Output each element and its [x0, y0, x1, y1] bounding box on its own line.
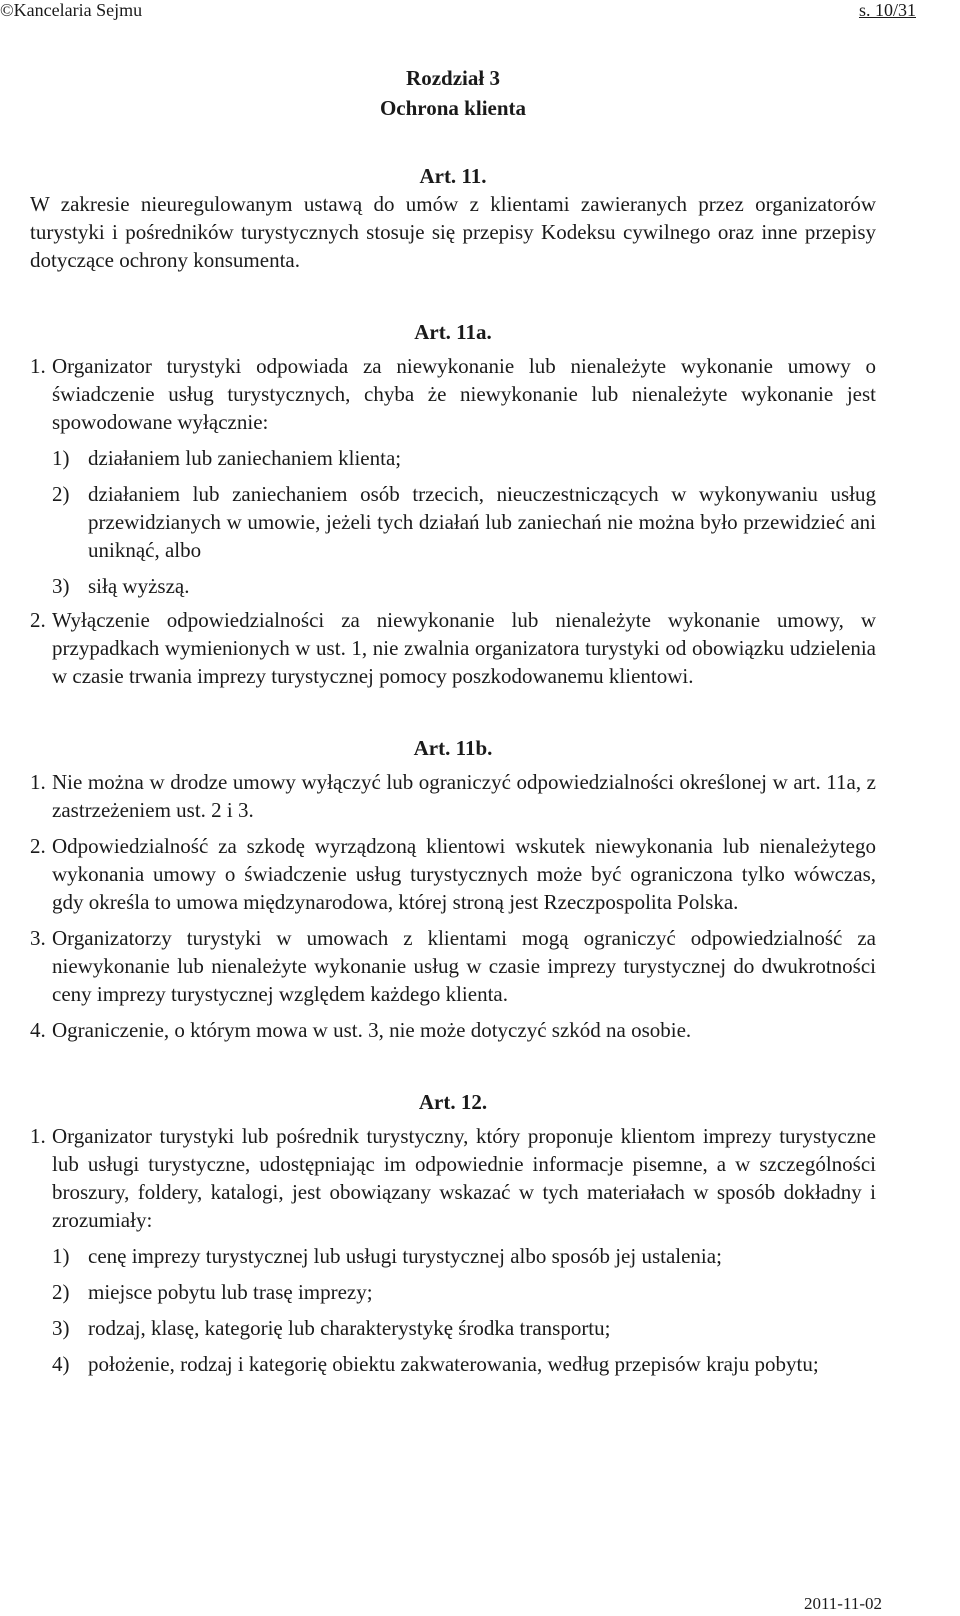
article-11a-heading: Art. 11a.	[414, 320, 492, 344]
article-11b-paragraph-4	[30, 1016, 876, 1044]
paragraph-text: Odpowiedzialność za szkodę wyrządzoną klientowi wskutek niewykonania lub nienależytego wykonania umowy o świadczenie usług turystycznych może być ograniczona tylko wówczas, gdy określa to umowa międzynarodowa, której stroną jest Rzeczpospolita Polska.	[52, 834, 876, 914]
chapter-title: Rozdział 3	[406, 66, 500, 90]
paragraph-number: 2.	[30, 608, 46, 632]
paragraph-number: 1.	[30, 1124, 46, 1148]
point-number: 2)	[52, 482, 70, 506]
article-11b-heading: Art. 11b.	[413, 736, 493, 760]
point-number: 3)	[52, 574, 70, 598]
document-date: 2011-11-02	[803, 1594, 882, 1613]
paragraph-text: Organizator turystyki lub pośrednik turystyczny, który proponuje klientom imprezy turystyczne lub usługi turystyczne, udostępniając im odpowiednie informacje pisemne, a w szczególności broszury, foldery, katalogi, jest obowiązany wskazać w tych materiałach w sposób dokładny i zrozumiały:	[52, 1124, 876, 1232]
point-text: cenę imprezy turystycznej lub usługi turystycznej albo sposób jej ustalenia;	[88, 1244, 722, 1268]
paragraph-number: 2.	[30, 834, 46, 858]
paragraph-number: 1.	[30, 354, 46, 378]
list-item	[52, 1278, 876, 1306]
list-item	[52, 480, 876, 564]
paragraph-number: 3.	[30, 926, 46, 950]
paragraph-number: 1.	[30, 770, 46, 794]
list-item	[52, 1350, 876, 1378]
point-number: 1)	[52, 446, 70, 470]
article-11b-paragraph-3	[30, 924, 876, 1008]
point-number: 4)	[52, 1352, 70, 1376]
chapter-subtitle: Ochrona klienta	[379, 96, 527, 120]
article-11b-paragraph-2	[30, 832, 876, 916]
paragraph-text: Nie można w drodze umowy wyłączyć lub ograniczyć odpowiedzialności określonej w art. 11a, z zastrzeżeniem ust. 2 i 3.	[52, 770, 876, 822]
page-number-link[interactable]: s. 10/31	[858, 0, 916, 20]
list-item	[52, 572, 876, 600]
article-11-text: W zakresie nieuregulowanym ustawą do umów z klientami zawieranych przez organizatorów turystyki i pośredników turystycznych stosuje się przepisy Kodeksu cywilnego oraz inne przepisy dotyczące ochrony konsumenta.	[30, 192, 876, 272]
paragraph-text: Wyłączenie odpowiedzialności za niewykonanie lub nienależyte wykonanie umowy, w przypadkach wymienionych w ust. 1, nie zwalnia organizatora turystyki od obowiązku udzielenia w czasie trwania imprezy turystycznej pomocy poszkodowanemu klientowi.	[52, 608, 876, 688]
point-number: 1)	[52, 1244, 70, 1268]
paragraph-text: Organizatorzy turystyki w umowach z klientami mogą ograniczyć odpowiedzialność za niewykonanie lub nienależyte wykonanie usług w czasie imprezy turystycznej do dwukrotności ceny imprezy turystycznej względem każdego klienta.	[52, 926, 876, 1006]
paragraph-text: Ograniczenie, o którym mowa w ust. 3, nie może dotyczyć szkód na osobie.	[52, 1018, 692, 1042]
article-11b-paragraph-1	[30, 768, 876, 824]
article-11-heading: Art. 11.	[419, 164, 487, 188]
list-item	[52, 1242, 876, 1270]
point-text: siłą wyższą.	[88, 574, 190, 598]
point-text: działaniem lub zaniechaniem klienta;	[88, 446, 402, 470]
paragraph-text: Organizator turystyki odpowiada za niewykonanie lub nienależyte wykonanie umowy o świadczenie usług turystycznych, chyba że niewykonanie lub nienależyte wykonanie jest spowodowane wyłącznie:	[52, 354, 876, 434]
point-text: położenie, rodzaj i kategorię obiektu zakwaterowania, według przepisów kraju pobytu;	[88, 1352, 819, 1376]
point-number: 2)	[52, 1280, 70, 1304]
copyright-header: ©Kancelaria Sejmu	[0, 0, 143, 20]
list-item	[52, 444, 876, 472]
article-11a-paragraph-2	[30, 606, 876, 690]
article-12-heading: Art. 12.	[418, 1090, 488, 1114]
list-item	[52, 1314, 876, 1342]
article-12-paragraph-1	[30, 1122, 876, 1234]
document-body	[30, 64, 876, 1378]
point-text: działaniem lub zaniechaniem osób trzecich, nieuczestniczących w wykonywaniu usług przewidzianych w umowie, jeżeli tych działań lub zaniechań nie można było przewidzieć ani uniknąć, albo	[88, 482, 876, 562]
point-text: miejsce pobytu lub trasę imprezy;	[88, 1280, 373, 1304]
point-text: rodzaj, klasę, kategorię lub charakterystykę środka transportu;	[88, 1316, 611, 1340]
point-number: 3)	[52, 1316, 70, 1340]
paragraph-number: 4.	[30, 1018, 46, 1042]
article-11a-paragraph-1	[30, 352, 876, 436]
